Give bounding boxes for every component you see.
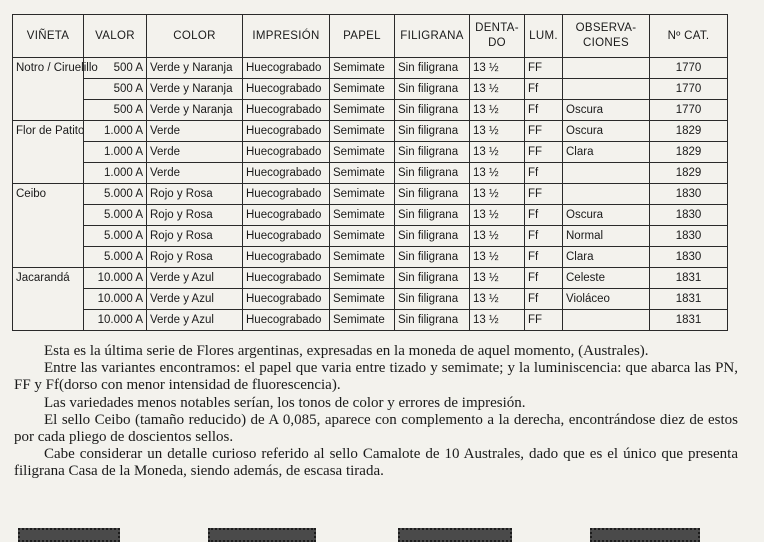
cell-cat: 1829 bbox=[650, 142, 728, 163]
cell-impresion: Huecograbado bbox=[243, 226, 330, 247]
table-row bbox=[13, 268, 728, 289]
header-color: COLOR bbox=[147, 15, 243, 58]
cell-impresion: Huecograbado bbox=[243, 163, 330, 184]
cell-filigrana: Sin filigrana bbox=[395, 310, 470, 331]
cell-valor: 10.000 A bbox=[84, 289, 147, 310]
cell-color: Verde y Azul bbox=[147, 268, 243, 289]
table-row bbox=[13, 289, 728, 310]
cell-lum: Ff bbox=[525, 100, 563, 121]
cell-dentado: 13 ½ bbox=[470, 100, 525, 121]
cell-impresion: Huecograbado bbox=[243, 142, 330, 163]
cell-impresion: Huecograbado bbox=[243, 205, 330, 226]
cell-dentado: 13 ½ bbox=[470, 226, 525, 247]
cell-dentado: 13 ½ bbox=[470, 142, 525, 163]
cell-papel: Semimate bbox=[330, 289, 395, 310]
cell-obs: Oscura bbox=[563, 205, 650, 226]
header-vineta: VIÑETA bbox=[13, 15, 84, 58]
header-dentado-line1: DENTA- bbox=[475, 22, 519, 34]
cell-papel: Semimate bbox=[330, 247, 395, 268]
cell-filigrana: Sin filigrana bbox=[395, 268, 470, 289]
cell-dentado: 13 ½ bbox=[470, 247, 525, 268]
cell-color: Verde bbox=[147, 163, 243, 184]
cell-valor: 10.000 A bbox=[84, 268, 147, 289]
cell-valor: 5.000 A bbox=[84, 205, 147, 226]
cell-impresion: Huecograbado bbox=[243, 268, 330, 289]
cell-dentado: 13 ½ bbox=[470, 163, 525, 184]
stamp-image bbox=[18, 528, 120, 542]
cell-valor: 5.000 A bbox=[84, 226, 147, 247]
cell-valor: 1.000 A bbox=[84, 163, 147, 184]
header-dentado bbox=[470, 15, 525, 58]
body-text bbox=[14, 343, 738, 481]
cell-cat: 1831 bbox=[650, 268, 728, 289]
cell-lum: Ff bbox=[525, 226, 563, 247]
cell-cat: 1830 bbox=[650, 247, 728, 268]
cell-cat: 1830 bbox=[650, 205, 728, 226]
table-row bbox=[13, 79, 728, 100]
stamp-images-strip bbox=[0, 528, 764, 542]
header-impresion: IMPRESIÓN bbox=[243, 15, 330, 58]
cell-lum: Ff bbox=[525, 205, 563, 226]
cell-impresion: Huecograbado bbox=[243, 289, 330, 310]
table-body bbox=[13, 58, 728, 331]
cell-color: Verde y Azul bbox=[147, 310, 243, 331]
cell-impresion: Huecograbado bbox=[243, 79, 330, 100]
cell-lum: Ff bbox=[525, 247, 563, 268]
cell-filigrana: Sin filigrana bbox=[395, 289, 470, 310]
cell-cat: 1830 bbox=[650, 226, 728, 247]
cell-color: Verde bbox=[147, 142, 243, 163]
cell-papel: Semimate bbox=[330, 142, 395, 163]
cell-obs: Normal bbox=[563, 226, 650, 247]
table-row bbox=[13, 310, 728, 331]
cell-papel: Semimate bbox=[330, 79, 395, 100]
cell-impresion: Huecograbado bbox=[243, 310, 330, 331]
cell-valor: 500 A bbox=[84, 79, 147, 100]
cell-valor: 1.000 A bbox=[84, 142, 147, 163]
cell-dentado: 13 ½ bbox=[470, 205, 525, 226]
cell-filigrana: Sin filigrana bbox=[395, 184, 470, 205]
table-row bbox=[13, 142, 728, 163]
cell-color: Rojo y Rosa bbox=[147, 226, 243, 247]
cell-lum: Ff bbox=[525, 163, 563, 184]
stamp-image bbox=[208, 528, 316, 542]
cell-lum: FF bbox=[525, 310, 563, 331]
cell-dentado: 13 ½ bbox=[470, 289, 525, 310]
header-dentado-line2: DO bbox=[488, 37, 506, 49]
table-row bbox=[13, 100, 728, 121]
table-row bbox=[13, 58, 728, 79]
cell-dentado: 13 ½ bbox=[470, 184, 525, 205]
header-observaciones bbox=[563, 15, 650, 58]
cell-valor: 500 A bbox=[84, 100, 147, 121]
cell-dentado: 13 ½ bbox=[470, 121, 525, 142]
header-observaciones-line2: CIONES bbox=[583, 37, 629, 49]
stamp-image bbox=[398, 528, 512, 542]
table-row bbox=[13, 205, 728, 226]
cell-obs: Oscura bbox=[563, 121, 650, 142]
cell-cat: 1830 bbox=[650, 184, 728, 205]
cell-lum: FF bbox=[525, 184, 563, 205]
header-num-cat: Nº CAT. bbox=[650, 15, 728, 58]
cell-obs bbox=[563, 184, 650, 205]
cell-papel: Semimate bbox=[330, 310, 395, 331]
cell-vineta: Jacarandá bbox=[13, 268, 84, 331]
cell-cat: 1829 bbox=[650, 121, 728, 142]
header-papel: PAPEL bbox=[330, 15, 395, 58]
cell-papel: Semimate bbox=[330, 205, 395, 226]
cell-vineta: Ceibo bbox=[13, 184, 84, 268]
cell-dentado: 13 ½ bbox=[470, 268, 525, 289]
cell-dentado: 13 ½ bbox=[470, 79, 525, 100]
table-row bbox=[13, 163, 728, 184]
cell-lum: FF bbox=[525, 58, 563, 79]
table-row bbox=[13, 184, 728, 205]
header-filigrana: FILIGRANA bbox=[395, 15, 470, 58]
cell-obs: Clara bbox=[563, 247, 650, 268]
cell-papel: Semimate bbox=[330, 163, 395, 184]
cell-papel: Semimate bbox=[330, 100, 395, 121]
cell-cat: 1770 bbox=[650, 79, 728, 100]
header-observaciones-line1: OBSERVA- bbox=[575, 22, 637, 34]
cell-filigrana: Sin filigrana bbox=[395, 121, 470, 142]
table-row bbox=[13, 226, 728, 247]
cell-impresion: Huecograbado bbox=[243, 121, 330, 142]
cell-lum: FF bbox=[525, 121, 563, 142]
paragraph: Entre las variantes encontramos: el papel que varia entre tizado y semimate; y la luminiscencia: que abarca las PN, FF y Ff(dorso con menor intensidad de fluorescencia). bbox=[14, 360, 738, 394]
cell-vineta: Flor de Patito bbox=[13, 121, 84, 184]
cell-obs: Oscura bbox=[563, 100, 650, 121]
cell-lum: Ff bbox=[525, 289, 563, 310]
cell-obs bbox=[563, 163, 650, 184]
table-header-row bbox=[13, 15, 728, 58]
cell-papel: Semimate bbox=[330, 184, 395, 205]
cell-filigrana: Sin filigrana bbox=[395, 142, 470, 163]
cell-lum: Ff bbox=[525, 268, 563, 289]
cell-filigrana: Sin filigrana bbox=[395, 247, 470, 268]
cell-valor: 10.000 A bbox=[84, 310, 147, 331]
cell-filigrana: Sin filigrana bbox=[395, 58, 470, 79]
cell-lum: FF bbox=[525, 142, 563, 163]
cell-color: Verde y Naranja bbox=[147, 100, 243, 121]
cell-impresion: Huecograbado bbox=[243, 100, 330, 121]
paragraph: Las variedades menos notables serían, los tonos de color y errores de impresión. bbox=[44, 394, 526, 411]
cell-filigrana: Sin filigrana bbox=[395, 79, 470, 100]
cell-papel: Semimate bbox=[330, 268, 395, 289]
cell-cat: 1829 bbox=[650, 163, 728, 184]
cell-papel: Semimate bbox=[330, 121, 395, 142]
cell-color: Rojo y Rosa bbox=[147, 205, 243, 226]
cell-lum: Ff bbox=[525, 79, 563, 100]
cell-impresion: Huecograbado bbox=[243, 58, 330, 79]
cell-color: Verde y Naranja bbox=[147, 58, 243, 79]
table-row bbox=[13, 121, 728, 142]
table-row bbox=[13, 247, 728, 268]
cell-cat: 1831 bbox=[650, 310, 728, 331]
header-lum: LUM. bbox=[525, 15, 563, 58]
cell-obs: Celeste bbox=[563, 268, 650, 289]
cell-valor: 500 A bbox=[84, 58, 147, 79]
cell-valor: 1.000 A bbox=[84, 121, 147, 142]
cell-color: Rojo y Rosa bbox=[147, 184, 243, 205]
cell-valor: 5.000 A bbox=[84, 184, 147, 205]
cell-papel: Semimate bbox=[330, 58, 395, 79]
paragraph: Cabe considerar un detalle curioso referido al sello Camalote de 10 Australes, dado que es el único que presenta filigrana Casa de la Moneda, siendo además, de escasa tirada. bbox=[14, 446, 738, 480]
cell-color: Verde y Naranja bbox=[147, 79, 243, 100]
cell-obs: Clara bbox=[563, 142, 650, 163]
cell-filigrana: Sin filigrana bbox=[395, 163, 470, 184]
stamp-image bbox=[590, 528, 700, 542]
cell-obs bbox=[563, 58, 650, 79]
paragraph: El sello Ceibo (tamaño reducido) de A 0,085, aparece con complemento a la derecha, encontrándose diez de estos por cada pliego de doscientos sellos. bbox=[14, 411, 738, 446]
cell-impresion: Huecograbado bbox=[243, 184, 330, 205]
cell-dentado: 13 ½ bbox=[470, 310, 525, 331]
catalog-table bbox=[12, 14, 728, 331]
cell-papel: Semimate bbox=[330, 226, 395, 247]
cell-filigrana: Sin filigrana bbox=[395, 100, 470, 121]
cell-filigrana: Sin filigrana bbox=[395, 205, 470, 226]
cell-obs: Violáceo bbox=[563, 289, 650, 310]
cell-impresion: Huecograbado bbox=[243, 247, 330, 268]
paragraph: Esta es la última serie de Flores argentinas, expresadas en la moneda de aquel momento, (Australes). bbox=[44, 343, 649, 359]
cell-cat: 1770 bbox=[650, 100, 728, 121]
cell-cat: 1831 bbox=[650, 289, 728, 310]
cell-dentado: 13 ½ bbox=[470, 58, 525, 79]
cell-cat: 1770 bbox=[650, 58, 728, 79]
cell-obs bbox=[563, 310, 650, 331]
cell-vineta: Notro / Ciruelillo bbox=[13, 58, 84, 121]
cell-color: Rojo y Rosa bbox=[147, 247, 243, 268]
cell-filigrana: Sin filigrana bbox=[395, 226, 470, 247]
cell-valor: 5.000 A bbox=[84, 247, 147, 268]
cell-color: Verde y Azul bbox=[147, 289, 243, 310]
cell-obs bbox=[563, 79, 650, 100]
header-valor: VALOR bbox=[84, 15, 147, 58]
cell-color: Verde bbox=[147, 121, 243, 142]
